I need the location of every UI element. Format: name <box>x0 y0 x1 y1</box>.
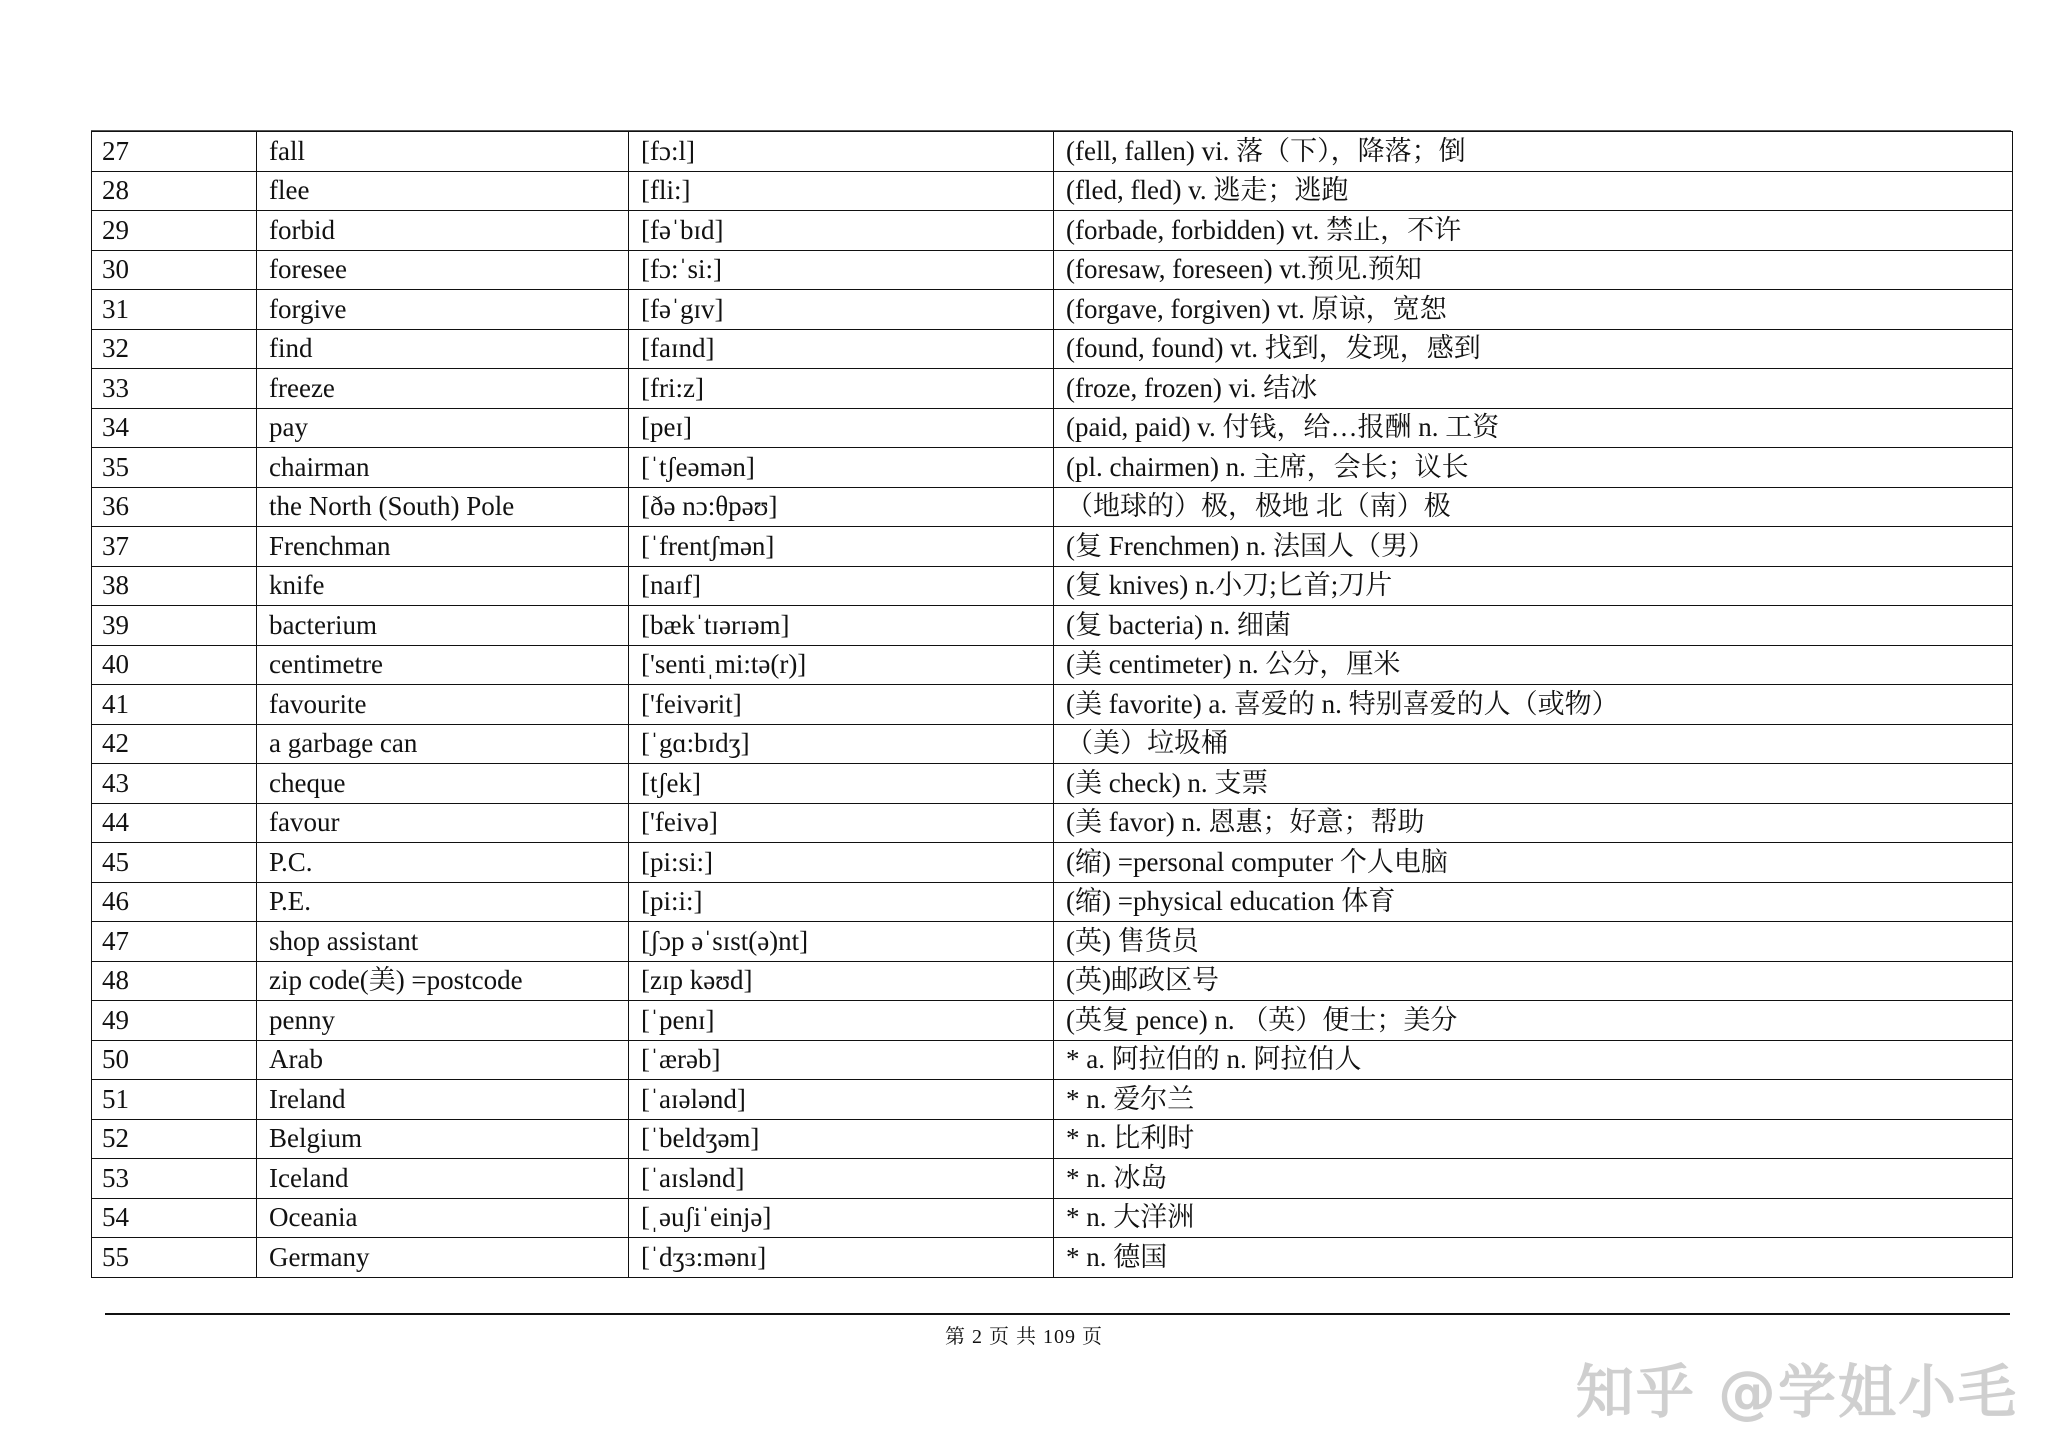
entry-word: forbid <box>257 211 629 251</box>
entry-meaning: * n. 爱尔兰 <box>1054 1080 2013 1120</box>
entry-meaning: (复 knives) n.小刀;匕首;刀片 <box>1054 566 2013 606</box>
entry-word: Arab <box>257 1040 629 1080</box>
entry-number: 45 <box>92 843 257 883</box>
entry-meaning: （美）垃圾桶 <box>1054 724 2013 764</box>
table-row <box>92 132 2013 172</box>
entry-meaning: (英) 售货员 <box>1054 922 2013 962</box>
entry-meaning: (froze, frozen) vi. 结冰 <box>1054 369 2013 409</box>
entry-word: P.E. <box>257 882 629 922</box>
entry-phonetic: [pi:si:] <box>629 843 1054 883</box>
entry-word: Ireland <box>257 1080 629 1120</box>
entry-meaning: (fled, fled) v. 逃走；逃跑 <box>1054 171 2013 211</box>
entry-phonetic: [fɔ:ˈsi:] <box>629 250 1054 290</box>
entry-number: 50 <box>92 1040 257 1080</box>
entry-number: 55 <box>92 1238 257 1278</box>
entry-word: a garbage can <box>257 724 629 764</box>
table-row <box>92 922 2013 962</box>
entry-number: 53 <box>92 1159 257 1199</box>
entry-phonetic: [ˈpenɪ] <box>629 1001 1054 1041</box>
entry-word: knife <box>257 566 629 606</box>
entry-word: Iceland <box>257 1159 629 1199</box>
entry-word: penny <box>257 1001 629 1041</box>
table-row <box>92 250 2013 290</box>
table-row <box>92 1198 2013 1238</box>
entry-word: bacterium <box>257 606 629 646</box>
page-number: 第 2 页 共 109 页 <box>945 1326 1103 1348</box>
entry-phonetic: [naɪf] <box>629 566 1054 606</box>
entry-number: 34 <box>92 408 257 448</box>
entry-phonetic: [pi:i:] <box>629 882 1054 922</box>
entry-word: flee <box>257 171 629 211</box>
entry-meaning: (缩) =physical education 体育 <box>1054 882 2013 922</box>
entry-number: 31 <box>92 290 257 330</box>
entry-meaning: (英)邮政区号 <box>1054 961 2013 1001</box>
table-row <box>92 803 2013 843</box>
entry-meaning: * n. 冰岛 <box>1054 1159 2013 1199</box>
entry-number: 51 <box>92 1080 257 1120</box>
entry-number: 54 <box>92 1198 257 1238</box>
entry-phonetic: [zɪp kəʊd] <box>629 961 1054 1001</box>
entry-phonetic: [ˈfrentʃmən] <box>629 527 1054 567</box>
entry-meaning: (美 check) n. 支票 <box>1054 764 2013 804</box>
table-row <box>92 961 2013 1001</box>
entry-meaning: (forgave, forgiven) vt. 原谅，宽恕 <box>1054 290 2013 330</box>
entry-number: 30 <box>92 250 257 290</box>
entry-phonetic: [fəˈgɪv] <box>629 290 1054 330</box>
entry-phonetic: [ˈdʒɜ:mənɪ] <box>629 1238 1054 1278</box>
entry-meaning: (复 Frenchmen) n. 法国人（男） <box>1054 527 2013 567</box>
entry-number: 33 <box>92 369 257 409</box>
entry-meaning: (美 favorite) a. 喜爱的 n. 特别喜爱的人（或物） <box>1054 685 2013 725</box>
entry-phonetic: [ˈtʃeəmən] <box>629 448 1054 488</box>
entry-meaning: (美 favor) n. 恩惠；好意；帮助 <box>1054 803 2013 843</box>
table-row <box>92 1040 2013 1080</box>
table-row <box>92 606 2013 646</box>
entry-word: Frenchman <box>257 527 629 567</box>
entry-meaning: (forbade, forbidden) vt. 禁止，不许 <box>1054 211 2013 251</box>
entry-number: 42 <box>92 724 257 764</box>
entry-meaning: * a. 阿拉伯的 n. 阿拉伯人 <box>1054 1040 2013 1080</box>
entry-number: 44 <box>92 803 257 843</box>
entry-phonetic: [ˈbeldʒəm] <box>629 1119 1054 1159</box>
table-row <box>92 566 2013 606</box>
entry-meaning: (缩) =personal computer 个人电脑 <box>1054 843 2013 883</box>
table-row <box>92 764 2013 804</box>
table-row <box>92 369 2013 409</box>
table-row <box>92 171 2013 211</box>
table-row <box>92 487 2013 527</box>
entry-number: 35 <box>92 448 257 488</box>
entry-phonetic: ['feivə] <box>629 803 1054 843</box>
entry-number: 52 <box>92 1119 257 1159</box>
table-row <box>92 724 2013 764</box>
entry-phonetic: [ðə nɔ:θpəʊ] <box>629 487 1054 527</box>
table-row <box>92 329 2013 369</box>
entry-word: foresee <box>257 250 629 290</box>
entry-meaning: * n. 比利时 <box>1054 1119 2013 1159</box>
table-row <box>92 1080 2013 1120</box>
table-row <box>92 1159 2013 1199</box>
entry-word: fall <box>257 132 629 172</box>
entry-number: 27 <box>92 132 257 172</box>
entry-phonetic: [ˈærəb] <box>629 1040 1054 1080</box>
entry-meaning: (美 centimeter) n. 公分，厘米 <box>1054 645 2013 685</box>
entry-word: P.C. <box>257 843 629 883</box>
table-row <box>92 527 2013 567</box>
entry-phonetic: [ˌəuʃiˈeinjə] <box>629 1198 1054 1238</box>
entry-number: 41 <box>92 685 257 725</box>
entry-word: freeze <box>257 369 629 409</box>
entry-meaning: * n. 德国 <box>1054 1238 2013 1278</box>
entry-word: favourite <box>257 685 629 725</box>
entry-phonetic: [fri:z] <box>629 369 1054 409</box>
table-row <box>92 408 2013 448</box>
entry-word: find <box>257 329 629 369</box>
entry-number: 37 <box>92 527 257 567</box>
entry-meaning: (英复 pence) n. （英）便士；美分 <box>1054 1001 2013 1041</box>
entry-number: 43 <box>92 764 257 804</box>
entry-number: 46 <box>92 882 257 922</box>
entry-number: 39 <box>92 606 257 646</box>
vocabulary-table-body <box>92 132 2013 1278</box>
table-row <box>92 1119 2013 1159</box>
entry-number: 38 <box>92 566 257 606</box>
entry-phonetic: [tʃek] <box>629 764 1054 804</box>
entry-number: 29 <box>92 211 257 251</box>
entry-word: centimetre <box>257 645 629 685</box>
entry-phonetic: [fɔ:l] <box>629 132 1054 172</box>
entry-phonetic: ['feivərit] <box>629 685 1054 725</box>
entry-word: Belgium <box>257 1119 629 1159</box>
entry-number: 49 <box>92 1001 257 1041</box>
entry-number: 36 <box>92 487 257 527</box>
table-row <box>92 211 2013 251</box>
entry-meaning: (foresaw, foreseen) vt.预见.预知 <box>1054 250 2013 290</box>
entry-word: pay <box>257 408 629 448</box>
entry-word: Germany <box>257 1238 629 1278</box>
entry-meaning: （地球的）极，极地 北（南）极 <box>1054 487 2013 527</box>
entry-meaning: (复 bacteria) n. 细菌 <box>1054 606 2013 646</box>
entry-phonetic: [fəˈbɪd] <box>629 211 1054 251</box>
entry-phonetic: [ˈaɪslənd] <box>629 1159 1054 1199</box>
entry-word: favour <box>257 803 629 843</box>
table-row <box>92 882 2013 922</box>
entry-number: 47 <box>92 922 257 962</box>
entry-phonetic: [peɪ] <box>629 408 1054 448</box>
entry-phonetic: [fli:] <box>629 171 1054 211</box>
table-row <box>92 843 2013 883</box>
table-row <box>92 1001 2013 1041</box>
entry-word: cheque <box>257 764 629 804</box>
bottom-rule <box>105 1313 2010 1315</box>
entry-phonetic: ['sentiˌmi:tə(r)] <box>629 645 1054 685</box>
table-row <box>92 645 2013 685</box>
entry-word: the North (South) Pole <box>257 487 629 527</box>
entry-meaning: (fell, fallen) vi. 落（下），降落；倒 <box>1054 132 2013 172</box>
entry-phonetic: [bækˈtɪərɪəm] <box>629 606 1054 646</box>
entry-phonetic: [ʃɔp əˈsɪst(ə)nt] <box>629 922 1054 962</box>
entry-phonetic: [ˈaɪələnd] <box>629 1080 1054 1120</box>
table-row <box>92 290 2013 330</box>
entry-meaning: * n. 大洋洲 <box>1054 1198 2013 1238</box>
watermark: 知乎 @学姐小毛 <box>1575 1358 2018 1426</box>
entry-number: 48 <box>92 961 257 1001</box>
entry-word: zip code(美) =postcode <box>257 961 629 1001</box>
entry-meaning: (found, found) vt. 找到，发现，感到 <box>1054 329 2013 369</box>
entry-word: shop assistant <box>257 922 629 962</box>
entry-meaning: (pl. chairmen) n. 主席，会长；议长 <box>1054 448 2013 488</box>
entry-number: 28 <box>92 171 257 211</box>
entry-number: 40 <box>92 645 257 685</box>
entry-phonetic: [faɪnd] <box>629 329 1054 369</box>
table-row <box>92 685 2013 725</box>
table-row <box>92 1238 2013 1278</box>
entry-word: Oceania <box>257 1198 629 1238</box>
vocabulary-table <box>91 131 2013 1278</box>
table-row <box>92 448 2013 488</box>
entry-word: forgive <box>257 290 629 330</box>
entry-phonetic: [ˈgɑ:bɪdʒ] <box>629 724 1054 764</box>
entry-number: 32 <box>92 329 257 369</box>
entry-meaning: (paid, paid) v. 付钱，给…报酬 n. 工资 <box>1054 408 2013 448</box>
entry-word: chairman <box>257 448 629 488</box>
